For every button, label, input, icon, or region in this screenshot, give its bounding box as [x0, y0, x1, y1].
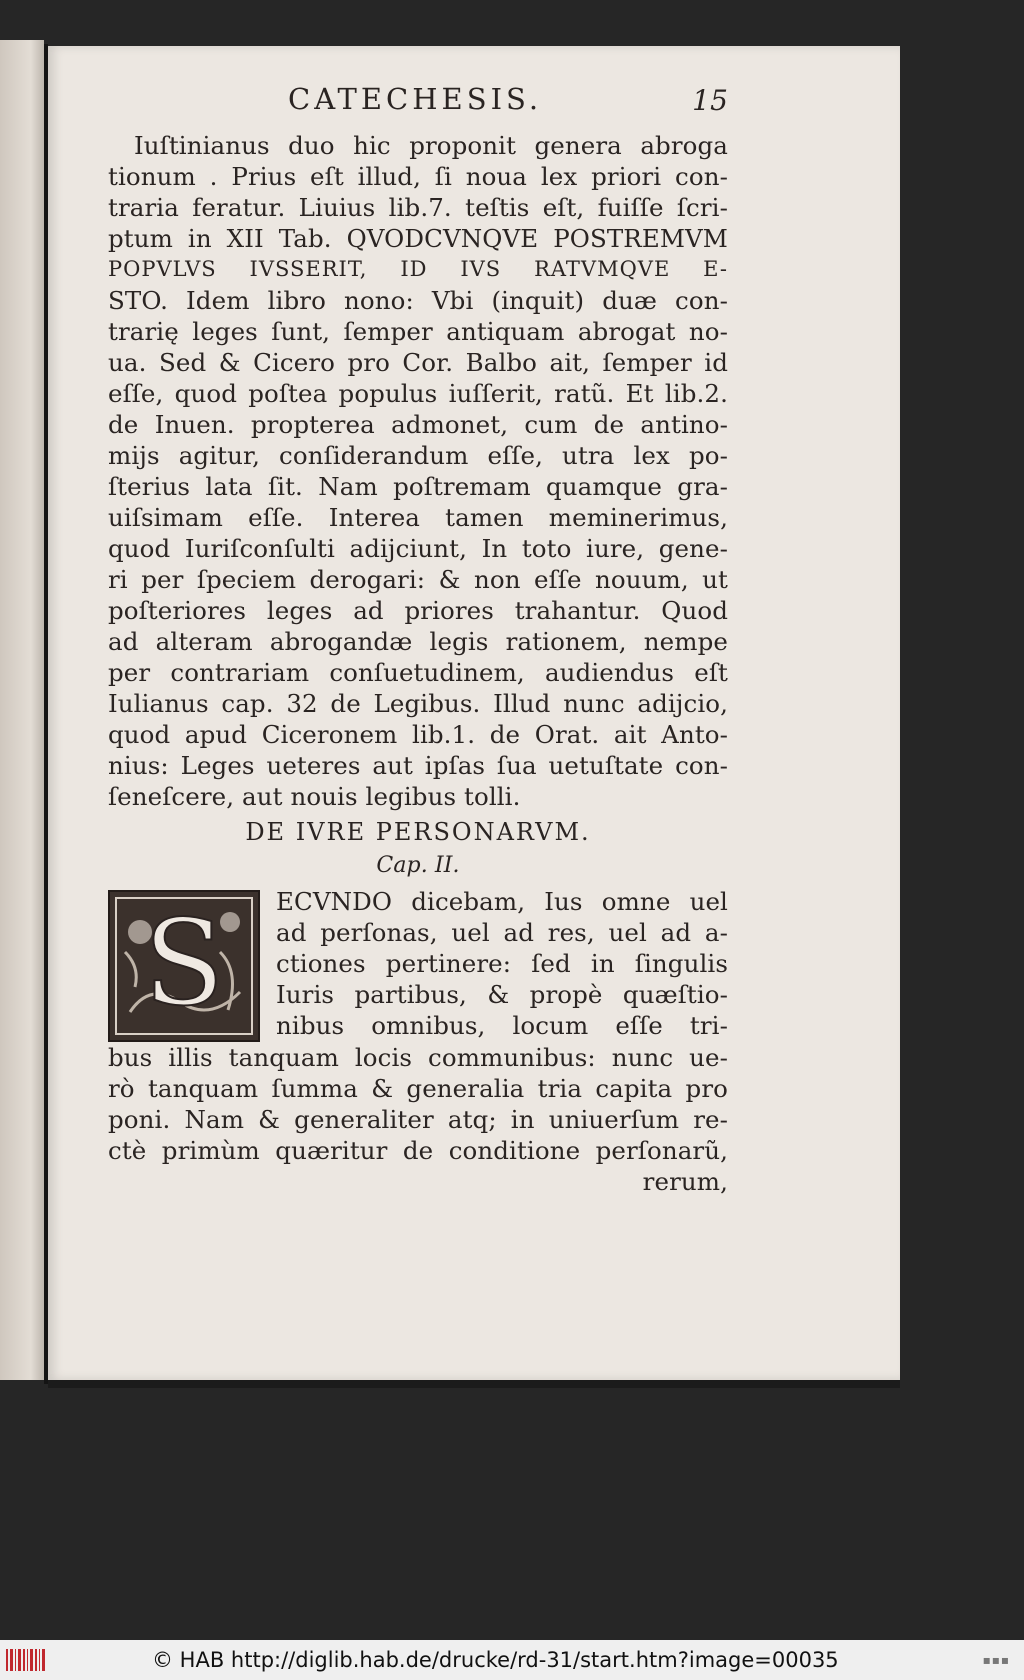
text-line: ri per ſpeciem derogari: & non eſſe nouum, ut: [108, 565, 728, 594]
text-line: ad perſonas, uel ad res, uel ad a-: [276, 918, 728, 947]
text-line: Iulianus cap. 32 de Legibus. Illud nunc adijcio,: [108, 689, 728, 718]
text-line: bus illis tanquam locis communibus: nunc ue-: [108, 1043, 728, 1072]
text-line: trarię leges ſunt, ſemper antiquam abrogat no-: [108, 317, 728, 346]
text-line: uiſsimam eſſe. Interea tamen meminerimus,: [108, 503, 728, 532]
text-line: tionum . Prius eſt illud, ſi noua lex priori con-: [108, 162, 728, 191]
decorated-initial-icon: [108, 890, 260, 1042]
text-line: de Inuen. propterea admonet, cum de antino-: [108, 410, 728, 439]
text-line: POPVLVS IVSSERIT, ID IVS RATVMQVE E-: [108, 257, 728, 281]
initial-lines: [276, 886, 728, 1041]
text-line: ua. Sed & Cicero pro Cor. Balbo ait, ſemper id: [108, 348, 728, 377]
text-line: ctiones pertinere: ſed in ſingulis: [276, 949, 728, 978]
text-line: quod Iuriſconſulti adijciunt, In toto iure, gene-: [108, 534, 728, 563]
section-heading: DE IVRE PERSONARVM.: [245, 818, 591, 846]
running-title: CATECHESIS.: [288, 82, 543, 116]
running-head: [108, 76, 728, 130]
text-line: ptum in XII Tab. QVODCVNQVE POSTREMVM: [108, 224, 728, 253]
text-line: poni. Nam & generaliter atq; in uniuerſum re-: [108, 1105, 728, 1134]
text-line: poſteriores leges ad priores trahantur. Quod: [108, 596, 728, 625]
catchword: rerum,: [642, 1167, 728, 1196]
text-line: quod apud Ciceronem lib.1. de Orat. ait Anto-: [108, 720, 728, 749]
text-line: Iuris partibus, & propè quæſtio-: [276, 980, 728, 1009]
initial-block: [108, 886, 728, 1042]
text-line: traria feratur. Liuius lib.7. teſtis eſt, fuiſſe ſcri-: [108, 193, 728, 222]
footer-copyright-link[interactable]: © HAB http://diglib.hab.de/drucke/rd-31/start.htm?image=00035: [152, 1648, 839, 1672]
text-line: ECVNDO dicebam, Ius omne uel: [276, 887, 728, 916]
text-line: Iuſtinianus duo hic proponit genera abroga: [134, 131, 728, 160]
previous-page-edge: [0, 40, 44, 1380]
page-shadow: [48, 1380, 900, 1388]
text-line: ad alteram abrogandæ legis rationem, nempe: [108, 627, 728, 656]
folio-number: 15: [692, 84, 728, 117]
chapter-label: Cap. II.: [376, 853, 460, 878]
barcode-icon: [4, 1646, 48, 1674]
text-line: STO. Idem libro nono: Vbi (inquit) duæ con-: [108, 286, 728, 315]
text-line: ctè primùm quæritur de conditione perſonarũ,: [108, 1136, 728, 1165]
text-line: mijs agitur, conſiderandum eſſe, utra lex po-: [108, 441, 728, 470]
text-line: ſterius lata ſit. Nam poſtremam quamque gra-: [108, 472, 728, 501]
text-line: nius: Leges ueteres aut ipſas ſua uetuſtate con-: [108, 751, 728, 780]
grip-icon: ▪▪▪: [982, 1653, 1010, 1667]
text-line: nibus omnibus, locum eſſe tri-: [276, 1011, 728, 1040]
text-line: eſſe, quod poſtea populus iuſſerit, ratũ. Et lib.2.: [108, 379, 728, 408]
paragraph-1: [108, 130, 728, 812]
book-page: [48, 46, 900, 1380]
text-line: ſeneſcere, aut nouis legibus tolli.: [108, 782, 521, 811]
paragraph-2: [108, 1042, 728, 1197]
initial-letter: S: [143, 894, 225, 1032]
text-line: rò tanquam ſumma & generalia tria capita pro: [108, 1074, 728, 1103]
text-block: [108, 76, 728, 1197]
text-line: per contrariam conſuetudinem, audiendus eſt: [108, 658, 728, 687]
woodcut-initial-icon: [110, 892, 258, 1040]
footer-bar: [0, 1640, 1024, 1680]
